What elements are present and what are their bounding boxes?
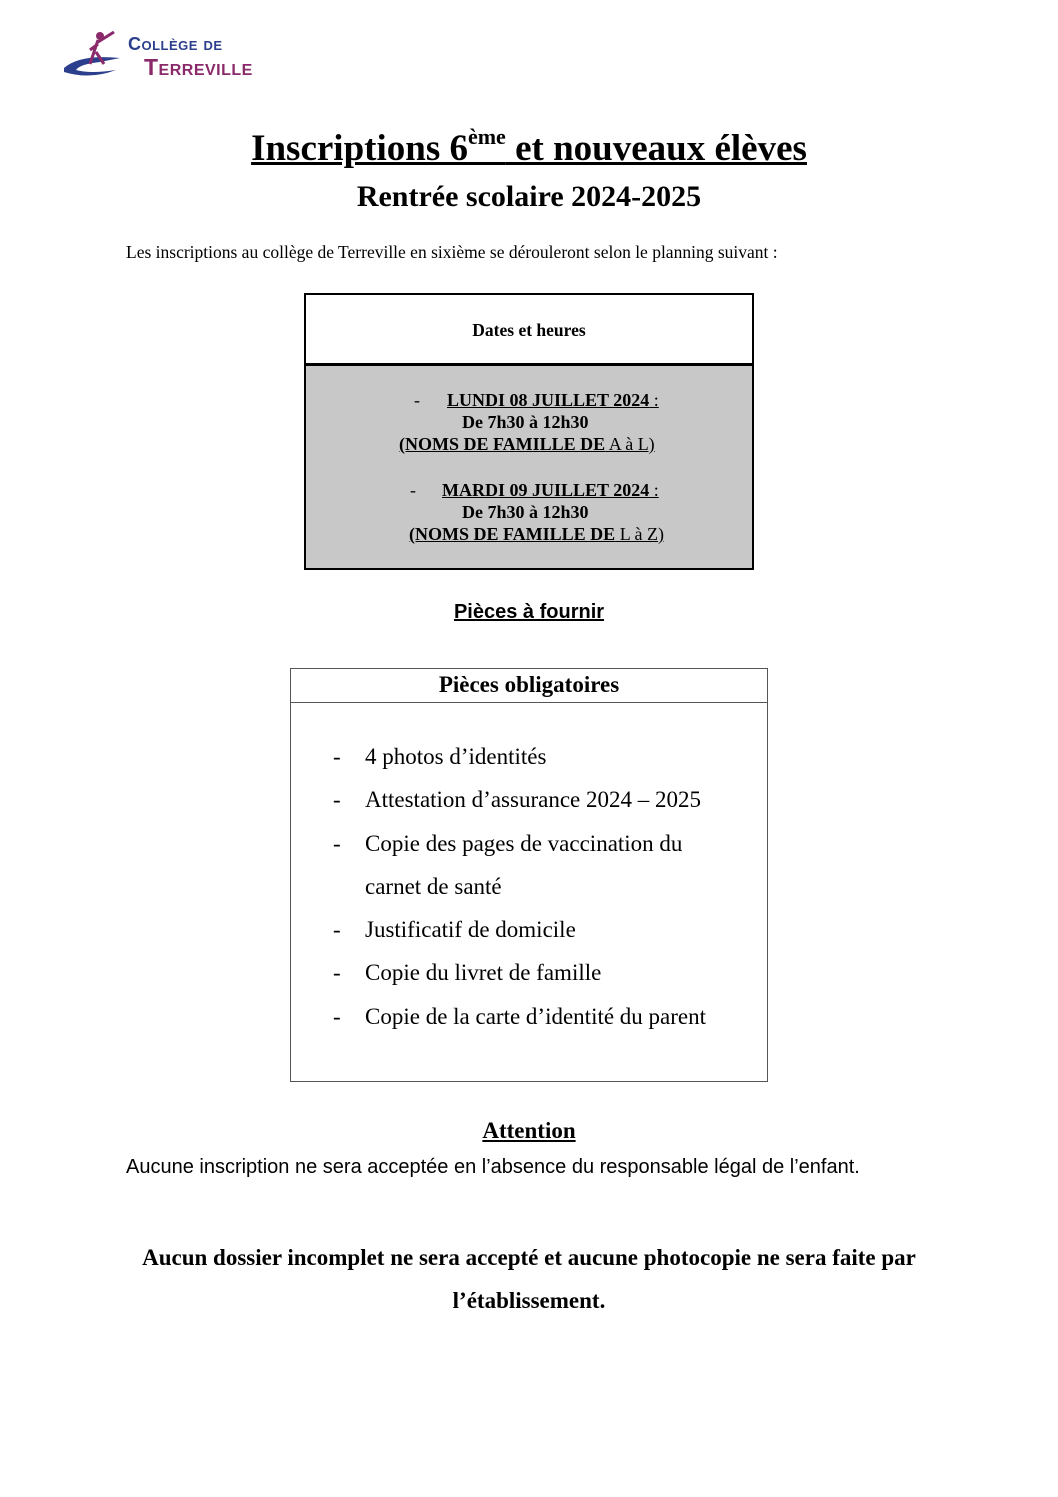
title-part: Inscriptions 6 bbox=[251, 128, 468, 169]
hours-tuesday: De 7h30 à 12h30 bbox=[462, 502, 589, 522]
list-item: - Copie du livret de famille bbox=[333, 960, 602, 986]
logo-line1: Collège de bbox=[128, 34, 223, 54]
logo-figure-icon bbox=[60, 24, 130, 84]
list-item: - Copie des pages de vaccination du carnet de santé bbox=[333, 830, 683, 899]
title-sup: ème bbox=[467, 124, 506, 149]
date-tuesday: MARDI 09 JUILLET 2024 bbox=[442, 480, 650, 500]
attention-title: Attention bbox=[482, 1118, 576, 1143]
intro-text: Les inscriptions au collège de Terreville en sixième se dérouleront selon le planning suivant : bbox=[126, 242, 778, 262]
required-documents-header: Pièces obligatoires bbox=[291, 669, 767, 703]
item-text: 4 photos d’identités bbox=[365, 744, 547, 769]
item-text: Copie de la carte d’identité du parent bbox=[365, 1003, 707, 1029]
colon: : bbox=[649, 390, 659, 410]
dates-table-body bbox=[306, 366, 752, 568]
warning-text: Aucun dossier incomplet ne sera accepté et aucune photocopie ne sera faite par l’établissement. bbox=[142, 1245, 916, 1313]
list-item: - Attestation d’assurance 2024 – 2025 bbox=[333, 787, 701, 813]
dates-table-header: Dates et heures bbox=[306, 295, 752, 366]
list-item: - Copie de la carte d’identité du parent bbox=[333, 1003, 707, 1029]
item-text: Attestation d’assurance 2024 – 2025 bbox=[365, 787, 701, 813]
attention-text: Aucune inscription ne sera acceptée en l’absence du responsable légal de l’enfant. bbox=[126, 1156, 860, 1178]
colon: : bbox=[649, 480, 659, 500]
required-documents-list bbox=[333, 735, 706, 1038]
list-item: - Justificatif de domicile bbox=[333, 917, 576, 943]
required-documents-table bbox=[290, 668, 768, 1082]
page-subtitle: Rentrée scolaire 2024-2025 bbox=[356, 180, 702, 213]
item-text: Justificatif de domicile bbox=[365, 917, 576, 943]
hours-monday: De 7h30 à 12h30 bbox=[462, 412, 589, 432]
dash: - bbox=[414, 390, 420, 410]
names-label: (NOMS DE FAMILLE DE bbox=[399, 434, 606, 454]
date-monday: LUNDI 08 JUILLET 2024 bbox=[447, 390, 650, 410]
page-title bbox=[0, 124, 1058, 170]
college-logo bbox=[60, 24, 280, 84]
pieces-section-title: Pièces à fournir bbox=[453, 601, 605, 623]
item-text: Copie du livret de famille bbox=[365, 960, 602, 986]
dash: - bbox=[410, 480, 416, 500]
item-text: Copie des pages de vaccination du carnet de santé bbox=[365, 830, 683, 899]
logo-line2: Terreville bbox=[144, 54, 253, 80]
names-range: L à Z) bbox=[615, 524, 664, 544]
title-part: et nouveaux élèves bbox=[505, 128, 807, 169]
names-label: (NOMS DE FAMILLE DE bbox=[409, 524, 616, 544]
dates-table bbox=[304, 293, 754, 570]
names-range: A à L) bbox=[605, 434, 655, 454]
list-item: - 4 photos d’identités bbox=[333, 744, 547, 769]
